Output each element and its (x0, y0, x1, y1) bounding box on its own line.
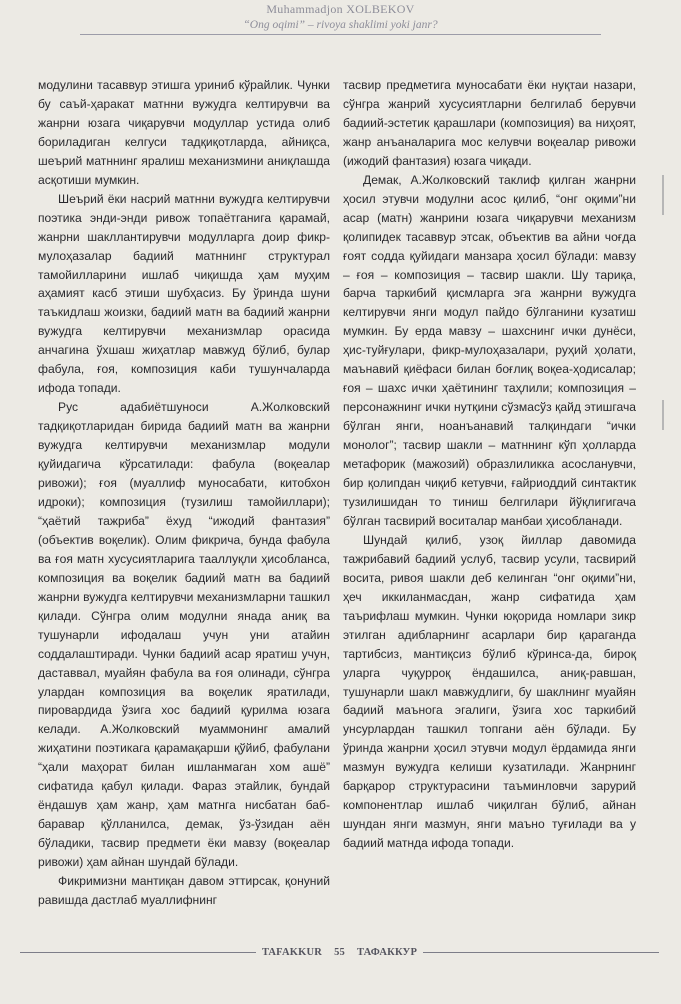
footer-journal-latin: TAFAKKUR (261, 946, 323, 958)
paragraph: Шеърий ёки насрий матнни вужудга келтирувчи поэтика энди-энди ривож топаётганига қарамай, жанрни шакллантирувчи модулларга доир фикр-мулоҳазалар бадиий матннинг структурал тамойилларини ишлаб чиқишда ҳам муҳим аҳамият касб этиши шубҳасиз. Бу ўринда шуни таъкидлаш жоизки, бадиий матн ва бадиий жанрни вужудга келтирувчи механизмлар орасида анчагина ўхшаш жиҳатлар мавжуд бўлиб, булар фабула, ғоя, композиция каби тушунчаларда ифода топади. (38, 191, 330, 396)
left-column (38, 76, 330, 910)
running-header (0, 2, 681, 32)
paragraph: тасвир предметига муносабати ёки нуқтаи назари, сўнгра жанрий хусусиятларни белгилаб берувчи бадиий-эстетик қарашлари (композиция) ва ниҳоят, жанр анъаналарига мос келувчи воқеалар ривожи (ижодий фантазия) юзага чиқади. (343, 78, 636, 168)
scan-edge-mark (662, 400, 664, 430)
header-rule (80, 34, 601, 35)
paragraph: Фикримизни мантиқан давом эттирсак, қонуний равишда дастлаб муаллифнинг (38, 874, 330, 907)
scan-edge-mark (662, 175, 664, 215)
article-title: “Ong oqimi” – rivoya shaklimi yoki janr? (243, 19, 438, 31)
page-footer (20, 944, 659, 960)
footer-journal-cyrillic: ТАФАККУР (356, 946, 418, 958)
right-column (343, 76, 636, 853)
paragraph: Шундай қилиб, узоқ йиллар давомида тажрибавий бадиий услуб, тасвир усули, тасвирий восита, ривоя шакли деб келинган “онг оқими”ни, ҳеч иккиланмасдан, жанр сифатида ҳам таърифлаш мумкин. Чунки юқорида номлари зикр этилган адибларнинг асарлари бир қараганда тартибсиз, мантиқсиз бўлиб кўринса-да, бироқ уларга чуқурроқ ёндашилса, аниқ-равшан, тушунарли шакл мавжудлиги, бу шаклнинг муайян бадиий маънога эгалиги, ўзига хос таркибий унсурлардан ташкил топгани аён бўлади. Бу ўринда жанрни ҳосил этувчи модул ёрдамида янги мазмун вужудга келиши кузатилади. Жанрнинг барқарор структурасини таъминловчи зарурий компонентлар ишлаб чиқилган бўлиб, айнан шундан янги мазмун, янги маъно туғилади ва у бадиий матнда ифода топади. (343, 532, 636, 851)
footer-rule-left (20, 952, 256, 953)
paragraph: Демак, А.Жолковский таклиф қилган жанрни ҳосил этувчи модулни асос қилиб, “онг оқими”ни асар (матн) жанрини юзага чиқарувчи механизм қолипидек тасаввур этсак, объектив ва айни чоғда ғоят содда қуйидаги манзара ҳосил бўлади: мавзу – ғоя – композиция – тасвир шакли. Шу тариқа, барча таркибий қисмларга эга жанрни вужудга келтирувчи янги модул пайдо бўлганини кузатиш мумкин. Бу ерда мавзу – шахснинг ички дунёси, ҳис-туйғулари, фикр-мулоҳазалари, руҳий ҳолати, маънавий қиёфаси билан боғлиқ воқеа-ҳодисалар; ғоя – шахс ички ҳаётининг таҳлили; композиция – персонажнинг ички нутқини сўзмасўз қайд этишгача бўлган янги, ноанъанавий талқиндаги “ички монолог”; тасвир шакли – матннинг кўп ҳолларда метафорик (мажозий) образлиликка асосланувчи, бир қолипдан чиқиб кетувчи, ғайриоддий синтактик тузилишидан то тиниш белгилари йўқлигигача бўлган тасвирий воситалар манбаи ҳисобланади. (343, 172, 636, 528)
page-number: 55 (334, 946, 345, 958)
paragraph: модулини тасаввур этишга уриниб кўрайлик. Чунки бу саъй-ҳаракат матнни вужудга келтирувчи ва жанрни юзага чиқарувчи модуллар устида олиб бориладиган келгуси тадқиқотларда, айниқса, шеърий матннинг яралиш механизмини аниқлашда асқотиши мумкин. (38, 78, 330, 187)
author-name: Muhammadjon XOLBEKOV (266, 2, 415, 16)
footer-rule-right (423, 952, 659, 953)
paragraph: Рус адабиётшуноси А.Жолковский тадқиқотларидан бирида бадиий матн ва жанрни вужудга келтирувчи механизмлар модули қуйидагича кўрсатилади: фабула (воқеалар ривожи); ғоя (муаллиф муносабати, китобхон идроки); композиция (тузилиш тамойиллари); “ҳаётий тажриба” ёхуд “ижодий фантазия” (объектив воқелик). Олим фикрича, бунда фабула ва ғоя матн хусусиятларига тааллуқли ҳисобланса, композиция ва воқелик бадиий матн ва бадиий жанрни вужудга келтирувчи механизмларни ташкил қилади. Сўнгра олим модулни янада аниқ ва тушунарли ифодалаш учун уни атайин соддалаштиради. Чунки бадиий асар яратиш учун, даставвал, муайян фабула ва ғоя олинади, сўнгра улардан композиция ва воқелик яратилади, пировардида ўзига хос бадиий қурилма юзага келади. А.Жолковский муаммонинг амалий жиҳатини поэтикага қарамақарши қўйиб, фабулани “ҳали маҳорат билан ишланмаган хом ашё” сифатида қабул қилади. Фараз этайлик, бундай ёндашув ҳам жанр, ҳам матнга нисбатан баб-баравар қўлланилса, демак, ўз-ўзидан аён бўладики, тасвир предмети ёки мавзу (воқеалар ривожи) ҳам айнан шундай бўлади. (38, 400, 330, 870)
